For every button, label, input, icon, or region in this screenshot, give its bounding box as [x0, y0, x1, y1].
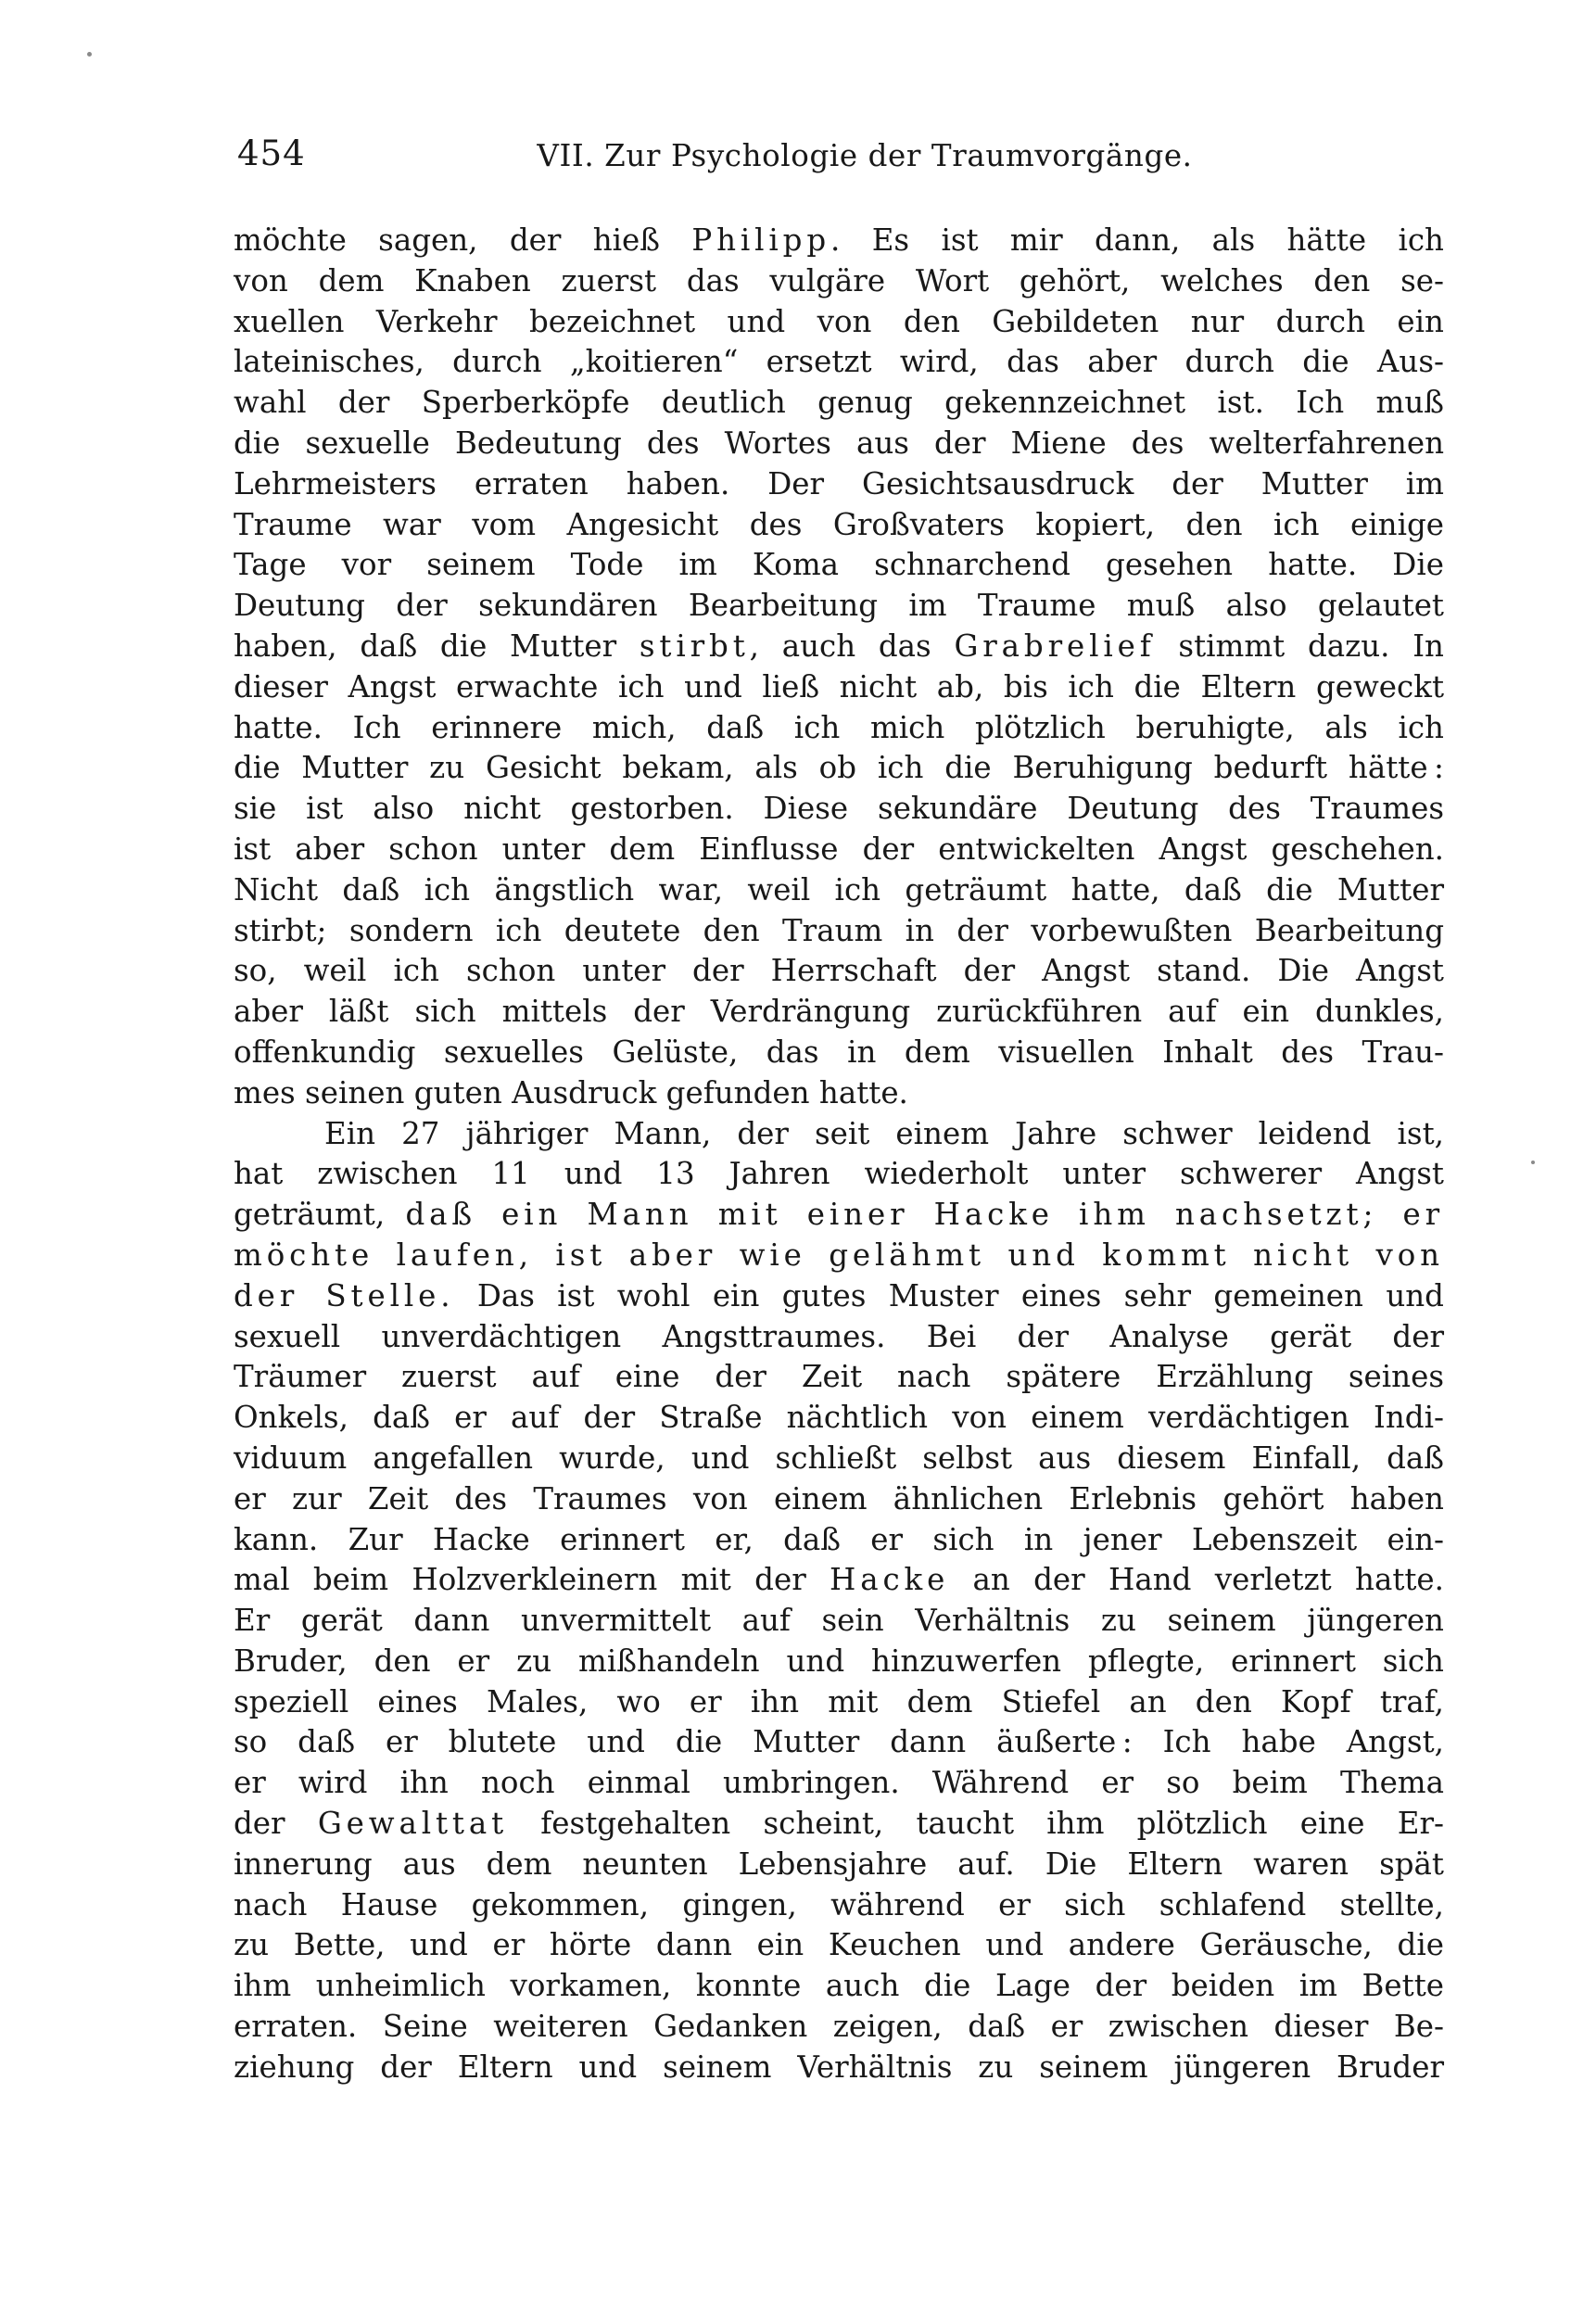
- emphasized-text: der Stelle.: [234, 1277, 455, 1313]
- emphasized-text: möchte laufen, ist aber wie gelähmt und kommt nicht von: [234, 1237, 1444, 1273]
- text-line: [234, 2007, 1444, 2048]
- text-line: [234, 1520, 1444, 1561]
- text-segment: an der Hand verletzt hatte.: [949, 1562, 1444, 1598]
- paragraph: [234, 221, 1444, 1114]
- text-block: [234, 221, 1444, 2088]
- text-segment: ihm unheimlich vorkamen, konnte auch die Lage der beiden im Bette: [234, 1968, 1444, 2004]
- text-segment: wahl der Sperberköpfe deutlich genug gekennzeichnet ist. Ich muß: [234, 385, 1444, 421]
- text-line: [234, 1925, 1444, 1966]
- text-segment: Bruder, den er zu mißhandeln und hinzuwerfen pflegte, erinnert sich: [234, 1643, 1444, 1679]
- text-line: [234, 1195, 1444, 1236]
- text-line: [234, 1682, 1444, 1723]
- text-line: [234, 1114, 1444, 1155]
- text-line: [234, 667, 1444, 708]
- text-segment: möchte sagen, der hieß: [234, 222, 692, 258]
- text-segment: Nicht daß ich ängstlich war, weil ich geträumt hatte, daß die Mutter: [234, 871, 1444, 907]
- text-segment: Ein 27 jähriger Mann, der seit einem Jahre schwer leidend ist,: [324, 1115, 1444, 1151]
- text-line: [234, 302, 1444, 343]
- text-line: [234, 1317, 1444, 1358]
- emphasized-text: daß ein Mann mit einer Hacke ihm nachsetzt; er: [405, 1197, 1444, 1233]
- text-segment: hat zwischen 11 und 13 Jahren wiederholt unter schwerer Angst: [234, 1156, 1444, 1192]
- text-segment: ist aber schon unter dem Einflusse der entwickelten Angst geschehen.: [234, 831, 1444, 867]
- text-segment: zu Bette, und er hörte dann ein Keuchen und andere Geräusche, die: [234, 1927, 1444, 1963]
- text-line: [234, 1398, 1444, 1439]
- text-segment: sie ist also nicht gestorben. Diese sekundäre Deutung des Traumes: [234, 791, 1444, 827]
- text-line: [234, 870, 1444, 911]
- text-segment: xuellen Verkehr bezeichnet und von den Gebildeten nur durch ein: [234, 303, 1444, 339]
- text-line: [234, 1033, 1444, 1073]
- scan-speck: [1531, 1161, 1535, 1164]
- text-line: [234, 627, 1444, 667]
- text-segment: so daß er blutete und die Mutter dann äußerte : Ich habe Angst,: [234, 1724, 1444, 1760]
- paragraph: [234, 1114, 1444, 2088]
- text-line: [234, 1804, 1444, 1845]
- text-line: [234, 789, 1444, 830]
- text-segment: Träumer zuerst auf eine der Zeit nach spätere Erzählung seines: [234, 1359, 1444, 1395]
- text-segment: Deutung der sekundären Bearbeitung im Traume muß also gelautet: [234, 588, 1444, 624]
- text-segment: . Es ist mir dann, als hätte ich: [830, 222, 1444, 258]
- emphasized-text: Philipp: [691, 222, 831, 258]
- text-segment: innerung aus dem neunten Lebensjahre auf. Die Eltern waren spät: [234, 1846, 1444, 1882]
- text-segment: erraten. Seine weiteren Gedanken zeigen, daß er zwischen dieser Be-: [234, 2009, 1444, 2045]
- text-segment: viduum angefallen wurde, und schließt selbst aus diesem Einfall, daß: [234, 1440, 1444, 1476]
- text-line: [234, 1845, 1444, 1885]
- scan-speck: [87, 52, 92, 57]
- text-segment: Das ist wohl ein gutes Muster eines sehr gemeinen und: [454, 1277, 1444, 1313]
- text-line: [234, 1154, 1444, 1195]
- text-segment: , auch das: [749, 628, 955, 664]
- text-segment: er wird ihn noch einmal umbringen. Während er so beim Thema: [234, 1765, 1444, 1801]
- text-line: [234, 464, 1444, 505]
- text-segment: die sexuelle Bedeutung des Wortes aus der Miene des welterfahrenen: [234, 425, 1444, 461]
- text-line: [234, 1642, 1444, 1682]
- text-line: [234, 261, 1444, 302]
- text-line: [234, 992, 1444, 1033]
- page-number: 454: [237, 133, 306, 173]
- text-segment: mal beim Holzverkleinern mit der: [234, 1562, 830, 1598]
- text-line: [234, 383, 1444, 424]
- text-segment: mes seinen guten Ausdruck gefunden hatte.: [234, 1074, 908, 1110]
- text-line: [234, 1966, 1444, 2007]
- text-segment: sexuell unverdächtigen Angsttraumes. Bei der Analyse gerät der: [234, 1318, 1444, 1354]
- text-segment: Er gerät dann unvermittelt auf sein Verhältnis zu seinem jüngeren: [234, 1603, 1444, 1639]
- text-segment: der: [234, 1806, 318, 1842]
- text-segment: stimmt dazu. In: [1155, 628, 1444, 664]
- text-line: [234, 2048, 1444, 2088]
- text-segment: Tage vor seinem Tode im Koma schnarchend gesehen hatte. Die: [234, 547, 1444, 583]
- text-segment: hatte. Ich erinnere mich, daß ich mich plötzlich beruhigte, als ich: [234, 709, 1444, 745]
- text-segment: geträumt,: [234, 1197, 406, 1233]
- text-line: [234, 1073, 1444, 1114]
- text-segment: Lehrmeisters erraten haben. Der Gesichtsausdruck der Mutter im: [234, 465, 1444, 501]
- text-line: [234, 505, 1444, 546]
- text-line: [234, 911, 1444, 952]
- text-line: [234, 748, 1444, 789]
- text-line: [234, 830, 1444, 870]
- text-line: [234, 1763, 1444, 1804]
- text-segment: kann. Zur Hacke erinnert er, daß er sich in jener Lebenszeit ein-: [234, 1521, 1444, 1557]
- text-segment: haben, daß die Mutter: [234, 628, 640, 664]
- text-line: [234, 1357, 1444, 1398]
- text-segment: Traume war vom Angesicht des Großvaters kopiert, den ich einige: [234, 506, 1444, 542]
- text-segment: aber läßt sich mittels der Verdrängung zurückführen auf ein dunkles,: [234, 994, 1444, 1030]
- page-header: [234, 132, 1444, 180]
- emphasized-text: Gewalttat: [317, 1806, 509, 1842]
- emphasized-text: stirbt: [639, 628, 750, 664]
- text-segment: speziell eines Males, wo er ihn mit dem Stiefel an den Kopf traf,: [234, 1683, 1444, 1719]
- text-line: [234, 1885, 1444, 1926]
- emphasized-text: Grabrelief: [954, 628, 1156, 664]
- text-line: [234, 1479, 1444, 1520]
- text-line: [234, 1276, 1444, 1317]
- text-segment: ziehung der Eltern und seinem Verhältnis zu seinem jüngeren Bruder: [234, 2049, 1444, 2085]
- text-line: [234, 1236, 1444, 1276]
- text-segment: Onkels, daß er auf der Straße nächtlich von einem verdächtigen Indi-: [234, 1400, 1444, 1436]
- text-line: [234, 1439, 1444, 1479]
- text-segment: nach Hause gekommen, gingen, während er sich schlafend stellte,: [234, 1886, 1444, 1922]
- text-line: [234, 342, 1444, 383]
- text-segment: von dem Knaben zuerst das vulgäre Wort gehört, welches den se-: [234, 262, 1444, 298]
- text-segment: er zur Zeit des Traumes von einem ähnlichen Erlebnis gehört haben: [234, 1480, 1444, 1516]
- text-line: [234, 1601, 1444, 1642]
- text-line: [234, 221, 1444, 261]
- text-line: [234, 424, 1444, 464]
- text-line: [234, 951, 1444, 992]
- running-title: VII. Zur Psychologie der Traumvorgänge.: [537, 138, 1193, 173]
- text-segment: die Mutter zu Gesicht bekam, als ob ich die Beruhigung bedurft hätte :: [234, 750, 1444, 786]
- text-segment: so, weil ich schon unter der Herrschaft der Angst stand. Die Angst: [234, 953, 1444, 989]
- text-line: [234, 708, 1444, 749]
- text-segment: stirbt; sondern ich deutete den Traum in der vorbewußten Bearbeitung: [234, 912, 1444, 948]
- text-segment: offenkundig sexuelles Gelüste, das in dem visuellen Inhalt des Trau-: [234, 1034, 1444, 1070]
- text-line: [234, 586, 1444, 627]
- text-segment: festgehalten scheint, taucht ihm plötzlich eine Er-: [508, 1806, 1445, 1842]
- emphasized-text: Hacke: [830, 1562, 950, 1598]
- text-segment: lateinisches, durch „koitieren“ ersetzt wird, das aber durch die Aus-: [234, 344, 1444, 380]
- text-line: [234, 1722, 1444, 1763]
- text-line: [234, 1560, 1444, 1601]
- text-segment: dieser Angst erwachte ich und ließ nicht ab, bis ich die Eltern geweckt: [234, 668, 1444, 704]
- text-line: [234, 545, 1444, 586]
